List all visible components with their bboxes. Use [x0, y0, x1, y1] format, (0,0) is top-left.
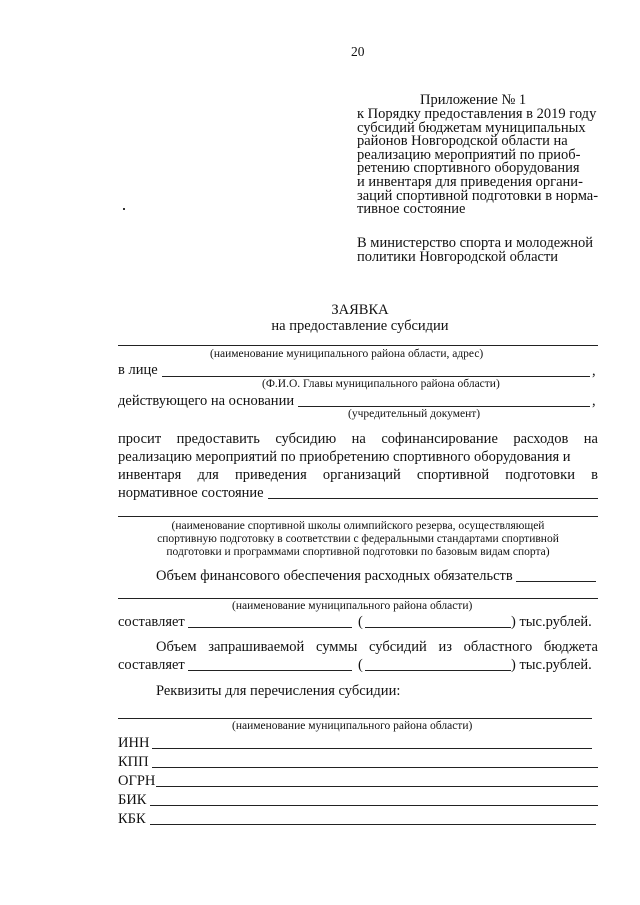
request-line-2: реализацию мероприятий по приобретению спортивного оборудования и — [118, 449, 571, 465]
request-line-3 — [118, 467, 598, 483]
word: субсидию — [275, 431, 337, 447]
word: субсидий — [369, 639, 427, 655]
funding-volume-field[interactable] — [516, 581, 596, 582]
word: бюджета — [543, 639, 598, 655]
word: организаций — [322, 467, 401, 483]
appendix-line: ретению спортивного оборудования — [357, 160, 580, 177]
word: просит — [118, 431, 162, 447]
in-person-label: в лице — [118, 362, 158, 378]
ogrn-label: ОГРН — [118, 773, 156, 789]
appendix-line: и инвентаря для приведения органи- — [357, 173, 583, 190]
kbk-label: КБК — [118, 811, 146, 827]
kpp-label: КПП — [118, 754, 149, 770]
addressee-line-2: политики Новгородской области — [357, 249, 559, 265]
funding-volume-label: Объем финансового обеспечения расходных обязательств — [156, 568, 513, 584]
amount-digits-field[interactable] — [188, 627, 352, 628]
inn-field[interactable] — [152, 748, 592, 749]
hint-district: (наименование муниципального района области) — [232, 600, 473, 612]
school-name-field-continued[interactable] — [118, 516, 598, 517]
word: подготовки — [505, 467, 575, 483]
request-line-4: нормативное состояние — [118, 485, 264, 501]
currency-suffix: ) тыс.рублей. — [511, 657, 592, 673]
inn-label: ИНН — [118, 735, 150, 751]
amount-words-field[interactable] — [365, 627, 511, 628]
stray-dot — [123, 208, 125, 210]
word: предоставить — [176, 431, 260, 447]
requested-words-field[interactable] — [365, 670, 511, 671]
appendix-line: районов Новгородской области на — [357, 133, 568, 150]
appendix-line: тивное состояние — [357, 201, 466, 218]
hint-district-2: (наименование муниципального района области) — [232, 720, 473, 732]
hint-school-3: подготовки и программами спортивной подготовки по базовым видам спорта) — [166, 546, 550, 558]
word: приведения — [234, 467, 307, 483]
paren-open: ( — [358, 657, 363, 673]
appendix-line: заций спортивной подготовки в норма- — [357, 187, 599, 204]
hint-head-name: (Ф.И.О. Главы муниципального района области) — [262, 378, 500, 390]
form-subtitle: на предоставление субсидии — [271, 318, 449, 334]
ogrn-field[interactable] — [156, 786, 598, 787]
requested-line-1 — [156, 639, 598, 655]
request-line-1 — [118, 431, 598, 447]
founding-doc-field[interactable] — [298, 406, 590, 407]
word: расходов — [513, 431, 569, 447]
district-address-field[interactable] — [118, 345, 598, 346]
acting-basis-label: действующего на основании — [118, 393, 295, 409]
currency-suffix: ) тыс.рублей. — [511, 614, 592, 630]
bik-label: БИК — [118, 792, 147, 808]
kbk-field[interactable] — [150, 824, 596, 825]
paren-open: ( — [358, 614, 363, 630]
school-name-field[interactable] — [268, 498, 598, 499]
hint-school-2: спортивную подготовку в соответствии с федеральными стандартами спортивной — [157, 533, 559, 545]
appendix-line: субсидий бюджетам муниципальных — [357, 119, 586, 136]
appendix-text — [357, 108, 598, 217]
page-number: 20 — [351, 44, 365, 59]
district-field[interactable] — [118, 598, 598, 599]
word: областного — [463, 639, 533, 655]
district-field-2[interactable] — [118, 718, 592, 719]
requested-digits-field[interactable] — [188, 670, 352, 671]
word: на — [351, 431, 366, 447]
appendix-line: реализацию мероприятий по приоб- — [357, 146, 581, 163]
hint-district-address: (наименование муниципального района области, адрес) — [210, 348, 484, 360]
word: инвентаря — [118, 467, 182, 483]
word: из — [438, 639, 452, 655]
word: суммы — [315, 639, 358, 655]
hint-founding-doc: (учредительный документ) — [348, 408, 481, 420]
comma: , — [592, 363, 596, 379]
amounts-to-label: составляет — [118, 614, 185, 630]
form-title: ЗАЯВКА — [331, 302, 389, 318]
requisites-label: Реквизиты для перечисления субсидии: — [156, 683, 401, 699]
appendix-title: Приложение № 1 — [420, 92, 527, 108]
word: Объем — [156, 639, 197, 655]
head-name-field[interactable] — [162, 376, 590, 377]
word: в — [591, 467, 598, 483]
appendix-line: к Порядку предоставления в 2019 году — [357, 106, 597, 122]
amounts-to-label: составляет — [118, 657, 185, 673]
word: софинансирование — [381, 431, 498, 447]
kpp-field[interactable] — [152, 767, 598, 768]
hint-school-1: (наименование спортивной школы олимпийского резерва, осуществляющей — [171, 520, 545, 532]
word: запрашиваемой — [208, 639, 305, 655]
word: для — [197, 467, 219, 483]
word: на — [583, 431, 598, 447]
bik-field[interactable] — [150, 805, 598, 806]
addressee-line-1: В министерство спорта и молодежной — [357, 235, 593, 251]
comma: , — [592, 393, 596, 409]
word: спортивной — [416, 467, 490, 483]
